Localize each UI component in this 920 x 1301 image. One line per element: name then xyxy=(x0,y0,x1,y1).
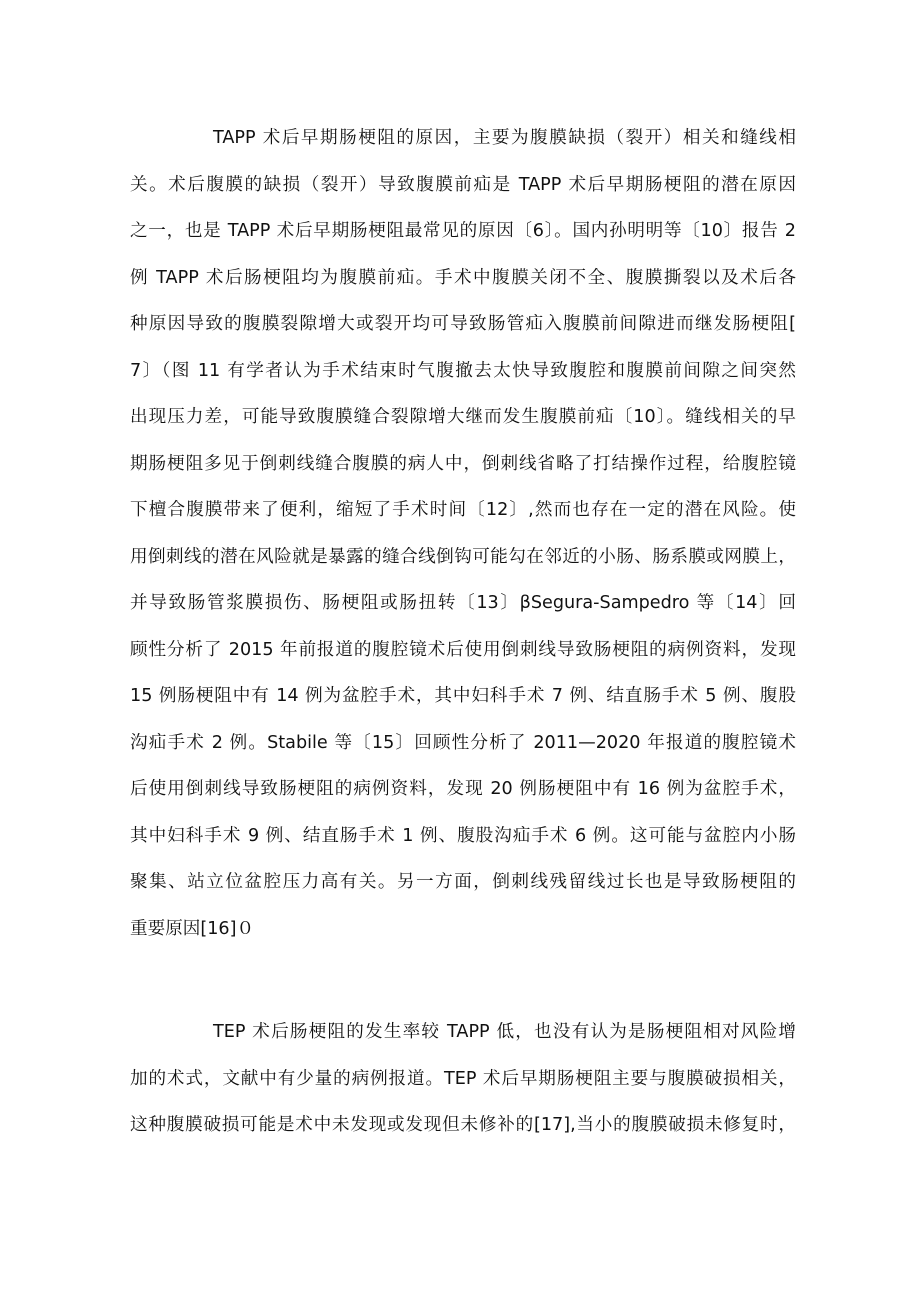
text-line: TAPP 术后早期肠梗阻的原因，主要为腹膜缺损（裂开）相关和缝线相 xyxy=(213,128,796,148)
text-line: 期肠梗阻多见于倒刺线缝合腹膜的病人中，倒刺线省略了打结操作过程，给腹腔镜 xyxy=(130,453,796,474)
text-line: 沟疝手术 2 例。Stabile 等〔15〕回顾性分析了 2011—2020 年报道的腹腔镜术 xyxy=(130,732,796,753)
text-line: 顾性分析了 2015 年前报道的腹腔镜术后使用倒刺线导致肠梗阻的病例资料，发现 xyxy=(130,639,796,660)
text-line: 重要原因[16]０ xyxy=(130,918,255,939)
text-line: 加的术式，文献中有少量的病例报道。TEP 术后早期肠梗阻主要与腹膜破损相关， xyxy=(130,1068,796,1089)
text-line: 聚集、站立位盆腔压力高有关。另一方面，倒刺线残留线过长也是导致肠梗阻的 xyxy=(130,872,796,892)
paragraph-tep-obstruction xyxy=(130,1009,796,1149)
text-line: 7〕（图 11 有学者认为手术结束时气腹撤去太快导致腹腔和腹膜前间隙之间突然 xyxy=(130,360,796,381)
text-line: 关。术后腹膜的缺损（裂开）导致腹膜前疝是 TAPP 术后早期肠梗阻的潜在原因 xyxy=(130,174,796,195)
text-line: 其中妇科手术 9 例、结直肠手术 1 例、腹股沟疝手术 6 例。这可能与盆腔内小肠 xyxy=(130,825,796,846)
paragraph-tapp-obstruction xyxy=(130,115,796,952)
text-line: 后使用倒刺线导致肠梗阻的病例资料，发现 20 例肠梗阻中有 16 例为盆腔手术， xyxy=(130,779,796,799)
text-line: 之一，也是 TAPP 术后早期肠梗阻最常见的原因〔6〕。国内孙明明等〔10〕报告 2 xyxy=(130,221,796,241)
text-line: 15 例肠梗阻中有 14 例为盆腔手术，其中妇科手术 7 例、结直肠手术 5 例、腹股 xyxy=(130,686,796,706)
text-line: 下檀合腹膜带来了便利，缩短了手术时间〔12〕,然而也存在一定的潜在风险。使 xyxy=(130,500,796,520)
text-line: 并导致肠管浆膜损伤、肠梗阻或肠扭转〔13〕βSegura-Sampedro 等〔14〕回 xyxy=(130,593,796,613)
text-line: 出现压力差，可能导致腹膜缝合裂隙增大继而发生腹膜前疝〔10〕。缝线相关的早 xyxy=(130,407,796,427)
text-line: 用倒刺线的潜在风险就是暴露的缝合线倒钩可能勾在邻近的小肠、肠系膜或网膜上， xyxy=(130,546,796,567)
text-line: 种原因导致的腹膜裂隙增大或裂开均可导致肠管疝入腹膜前间隙进而继发肠梗阻[ xyxy=(130,314,796,334)
text-line: 例 TAPP 术后肠梗阻均为腹膜前疝。手术中腹膜关闭不全、腹膜撕裂以及术后各 xyxy=(130,267,796,288)
text-line: TEP 术后肠梗阻的发生率较 TAPP 低，也没有认为是肠梗阻相对风险增 xyxy=(213,1022,796,1042)
text-line: 这种腹膜破损可能是术中未发现或发现但未修补的[17],当小的腹膜破损未修复时， xyxy=(130,1115,796,1135)
